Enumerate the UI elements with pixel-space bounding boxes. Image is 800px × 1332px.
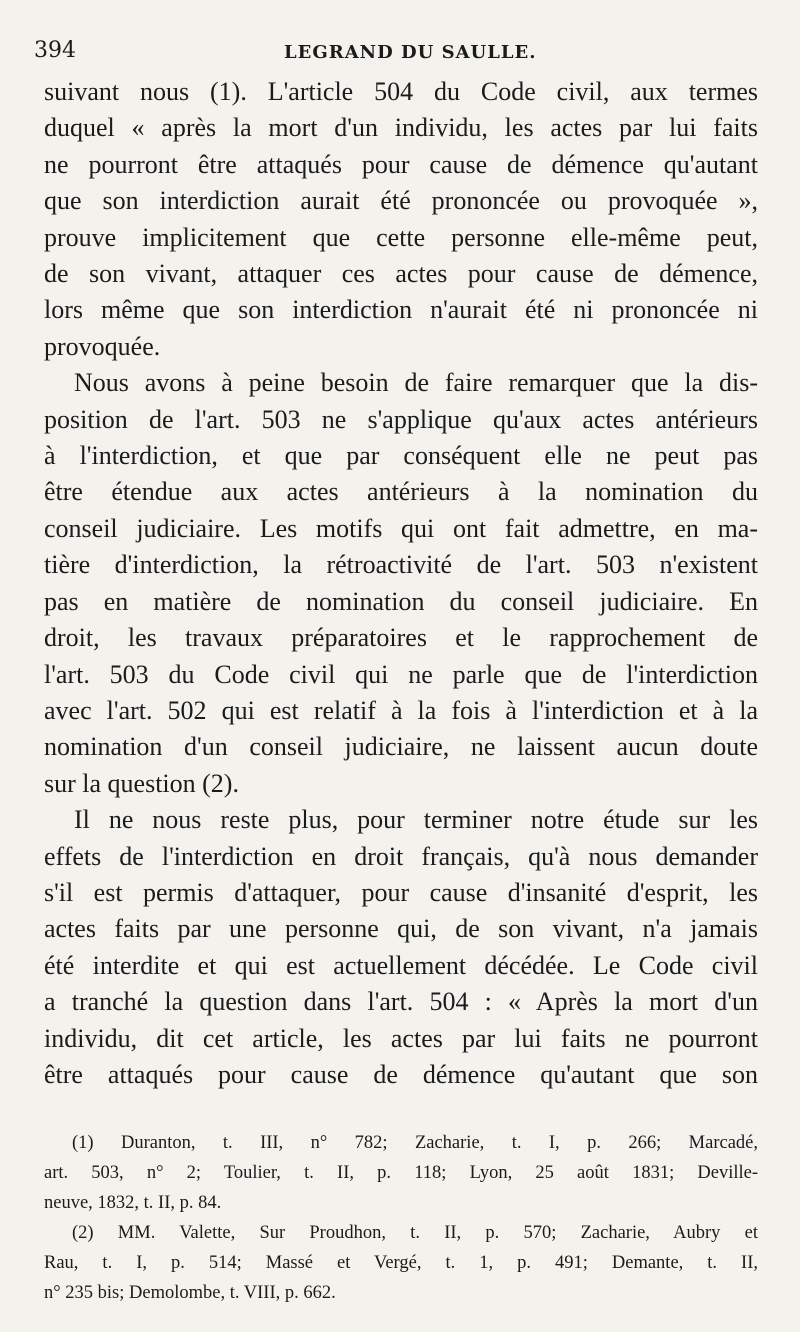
- running-head: LEGRAND DU SAULLE.: [284, 42, 537, 63]
- text-line: individu, dit cet article, les actes par lui faits ne pourront: [44, 1023, 758, 1053]
- text-line: Nous avons à peine besoin de faire remarquer que la dis-: [74, 368, 758, 398]
- text-line: Il ne nous reste plus, pour terminer notre étude sur les: [74, 805, 758, 835]
- text-line: droit, les travaux préparatoires et le rapprochement de: [44, 623, 758, 653]
- text-line: être étendue aux actes antérieurs à la nomination du: [44, 477, 758, 507]
- footnote-line: (2) MM. Valette, Sur Proudhon, t. II, p. 570; Zacharie, Aubry et: [72, 1223, 758, 1243]
- text-line: à l'interdiction, et que par conséquent elle ne peut pas: [44, 441, 758, 471]
- footnote-line: n° 235 bis; Demolombe, t. VIII, p. 662.: [44, 1283, 336, 1303]
- page-number: 394: [34, 38, 76, 63]
- paragraph-1: [44, 74, 758, 365]
- text-line: provoquée.: [44, 331, 161, 361]
- text-line: s'il est permis d'attaquer, pour cause d'insanité d'esprit, les: [44, 877, 758, 907]
- body-text: [44, 74, 758, 1093]
- text-line: suivant nous (1). L'article 504 du Code civil, aux termes: [44, 77, 758, 106]
- text-line: conseil judiciaire. Les motifs qui ont fait admettre, en ma-: [44, 513, 758, 543]
- text-line: duquel « après la mort d'un individu, les actes par lui faits: [44, 113, 758, 143]
- page-header: [34, 34, 766, 70]
- text-line: position de l'art. 503 ne s'applique qu'aux actes antérieurs: [44, 404, 758, 434]
- text-line: avec l'art. 502 qui est relatif à la fois à l'interdiction et à la: [44, 695, 758, 725]
- text-line: pas en matière de nomination du conseil judiciaire. En: [44, 586, 758, 616]
- footnote-line: art. 503, n° 2; Toulier, t. II, p. 118; Lyon, 25 août 1831; Deville-: [44, 1163, 758, 1183]
- footnote-line: (1) Duranton, t. III, n° 782; Zacharie, t. I, p. 266; Marcadé,: [72, 1133, 758, 1153]
- footnote-line: neuve, 1832, t. II, p. 84.: [44, 1193, 222, 1213]
- text-line: nomination d'un conseil judiciaire, ne laissent aucun doute: [44, 732, 758, 762]
- text-line: effets de l'interdiction en droit français, qu'à nous demander: [44, 841, 758, 871]
- text-line: lors même que son interdiction n'aurait été ni prononcée ni: [44, 295, 758, 325]
- text-line: de son vivant, attaquer ces actes pour cause de démence,: [44, 259, 758, 289]
- paragraph-2: [44, 365, 758, 802]
- text-line: être attaqués pour cause de démence qu'autant que son: [44, 1059, 758, 1089]
- text-line: ne pourront être attaqués pour cause de démence qu'autant: [44, 149, 758, 179]
- text-line: que son interdiction aurait été prononcée ou provoquée »,: [44, 186, 758, 216]
- footnote-line: Rau, t. I, p. 514; Massé et Vergé, t. 1, p. 491; Demante, t. II,: [44, 1253, 758, 1273]
- text-line: été interdite et qui est actuellement décédée. Le Code civil: [44, 950, 758, 980]
- text-line: a tranché la question dans l'art. 504 : « Après la mort d'un: [44, 987, 758, 1017]
- text-line: l'art. 503 du Code civil qui ne parle que de l'interdiction: [44, 659, 758, 689]
- footnotes: [44, 1128, 758, 1308]
- text-line: actes faits par une personne qui, de son vivant, n'a jamais: [44, 914, 758, 944]
- paragraph-3: [44, 802, 758, 1093]
- text-line: tière d'interdiction, la rétroactivité de l'art. 503 n'existent: [44, 550, 758, 580]
- text-line: prouve implicitement que cette personne elle-même peut,: [44, 222, 758, 252]
- text-line: sur la question (2).: [44, 768, 239, 798]
